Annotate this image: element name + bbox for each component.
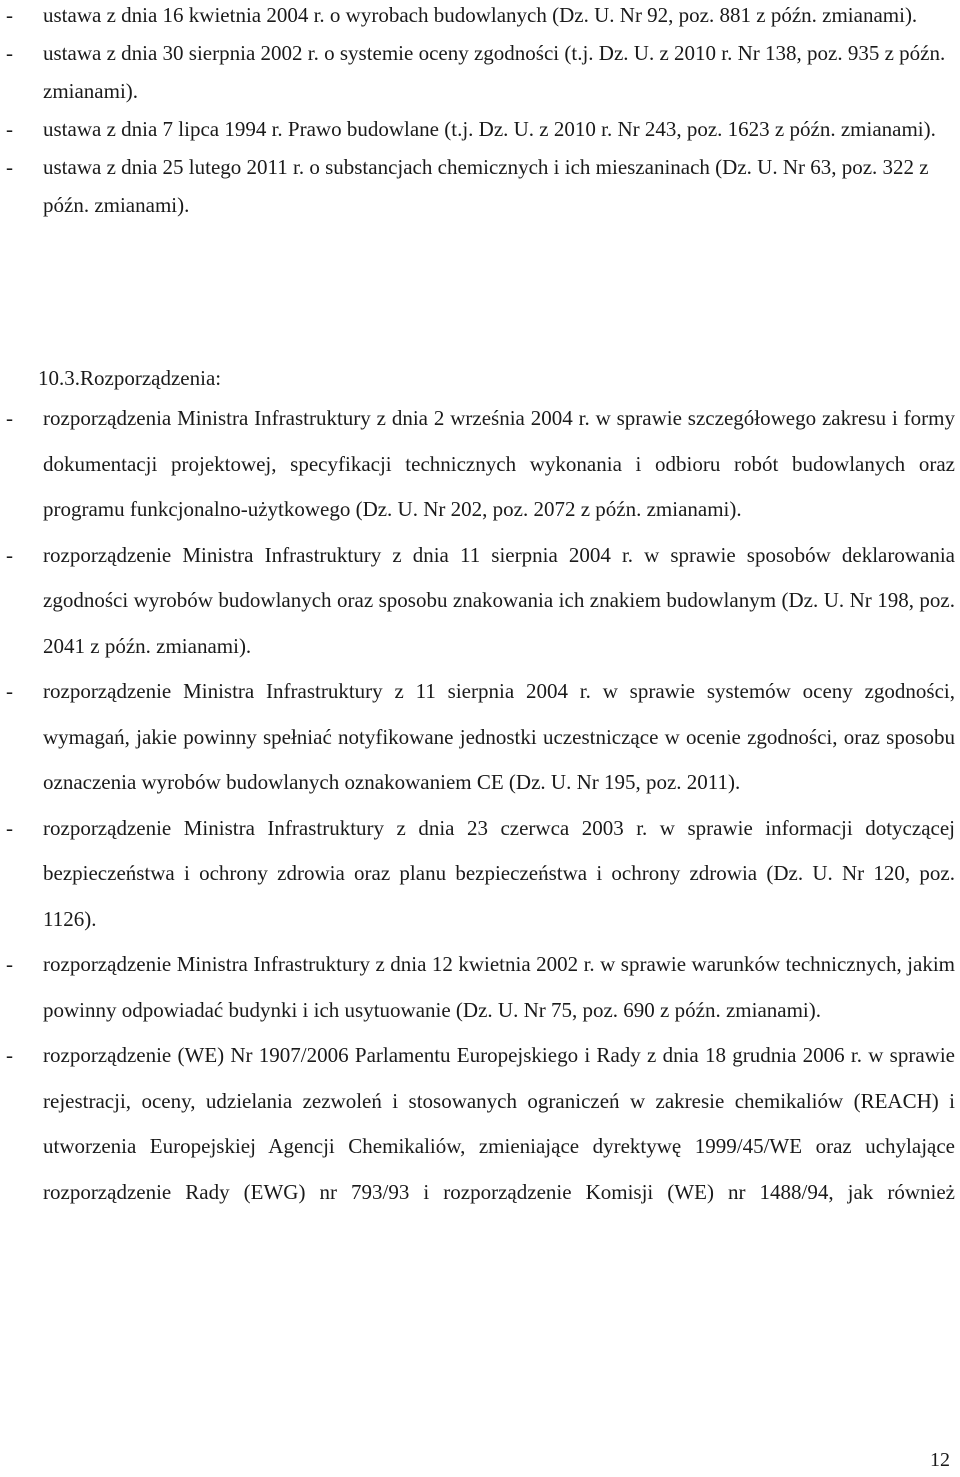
list-item [6,806,955,943]
list-item [6,396,955,533]
list-item-text: rozporządzenie Ministra Infrastruktury z dnia 11 sierpnia 2004 r. w sprawie sposobów deklarowania zgodności wyrobów budowlanych oraz sposobu znakowania ich znakiem budowlanym (Dz. U. Nr 198, poz. 2041 z późn. zmianami). [43,542,955,658]
page-number: 12 [930,1449,950,1471]
list-item [6,110,958,148]
list-item-text: ustawa z dnia 16 kwietnia 2004 r. o wyrobach budowlanych (Dz. U. Nr 92, poz. 881 z późn. zmianami). [43,3,918,27]
section-heading: 10.3.Rozporządzenia: [38,366,222,390]
list-item-text: rozporządzenie (WE) Nr 1907/2006 Parlamentu Europejskiego i Rady z dnia 18 grudnia 2006 r. w sprawie rejestracji, oceny, udzielania zezwoleń i stosowanych ograniczeń w zakresie chemikaliów (REACH) i utworzenia Europejskiej Agencji Chemikaliów, zmieniające dyrektywę 1999/45/WE oraz uchylające rozporządzenie Rady (EWG) nr 793/93 i rozporządzenie Komisji (WE) nr 1488/94, jak również [43,1043,955,1204]
list-dash: - [6,41,13,65]
list-item-text: ustawa z dnia 25 lutego 2011 r. o substancjach chemicznych i ich mieszaninach (Dz. U. Nr 63, poz. 322 z późn. zmianami). [43,155,929,217]
list-item-text: rozporządzenie Ministra Infrastruktury z dnia 12 kwietnia 2002 r. w sprawie warunków technicznych, jakim powinny odpowiadać budynki i ich usytuowanie (Dz. U. Nr 75, poz. 690 z późn. zmianami). [43,952,955,1022]
list-item-text: ustawa z dnia 30 sierpnia 2002 r. o systemie oceny zgodności (t.j. Dz. U. z 2010 r. Nr 138, poz. 935 z późn. zmianami). [43,41,946,103]
list-item-text: rozporządzenia Ministra Infrastruktury z dnia 2 września 2004 r. w sprawie szczegółowego zakresu i formy dokumentacji projektowej, specyfikacji technicznych wykonania i odbioru robót budowlanych oraz programu funkcjonalno-użytkowego (Dz. U. Nr 202, poz. 2072 z późn. zmianami). [43,406,955,521]
list-item [6,148,958,224]
list-item-text: rozporządzenie Ministra Infrastruktury z 11 sierpnia 2004 r. w sprawie systemów oceny zgodności, wymagań, jakie powinny spełniać notyfikowane jednostki uczestniczące w ocenie zgodności, oraz sposobu oznaczenia wyrobów budowlanych oznakowaniem CE (Dz. U. Nr 195, poz. 2011). [43,679,955,794]
list-item [6,669,955,806]
list-dash: - [6,155,13,179]
list-dash: - [6,117,13,141]
list-dash: - [6,815,13,840]
regulations-list [6,396,955,1215]
list-item [6,942,955,1033]
list-dash: - [6,3,13,27]
acts-list [6,0,958,224]
list-dash: - [6,406,13,430]
list-item [6,0,958,34]
list-dash: - [6,1043,13,1067]
list-item [6,1033,955,1215]
list-dash: - [6,542,13,567]
list-item [6,34,958,110]
list-dash: - [6,679,13,703]
list-item-text: rozporządzenie Ministra Infrastruktury z dnia 23 czerwca 2003 r. w sprawie informacji dotyczącej bezpieczeństwa i ochrony zdrowia oraz planu bezpieczeństwa i ochrony zdrowia (Dz. U. Nr 120, poz. 1126). [43,815,955,931]
list-dash: - [6,952,13,976]
list-item [6,533,955,670]
list-item-text: ustawa z dnia 7 lipca 1994 r. Prawo budowlane (t.j. Dz. U. z 2010 r. Nr 243, poz. 1623 z późn. zmianami). [43,117,936,141]
